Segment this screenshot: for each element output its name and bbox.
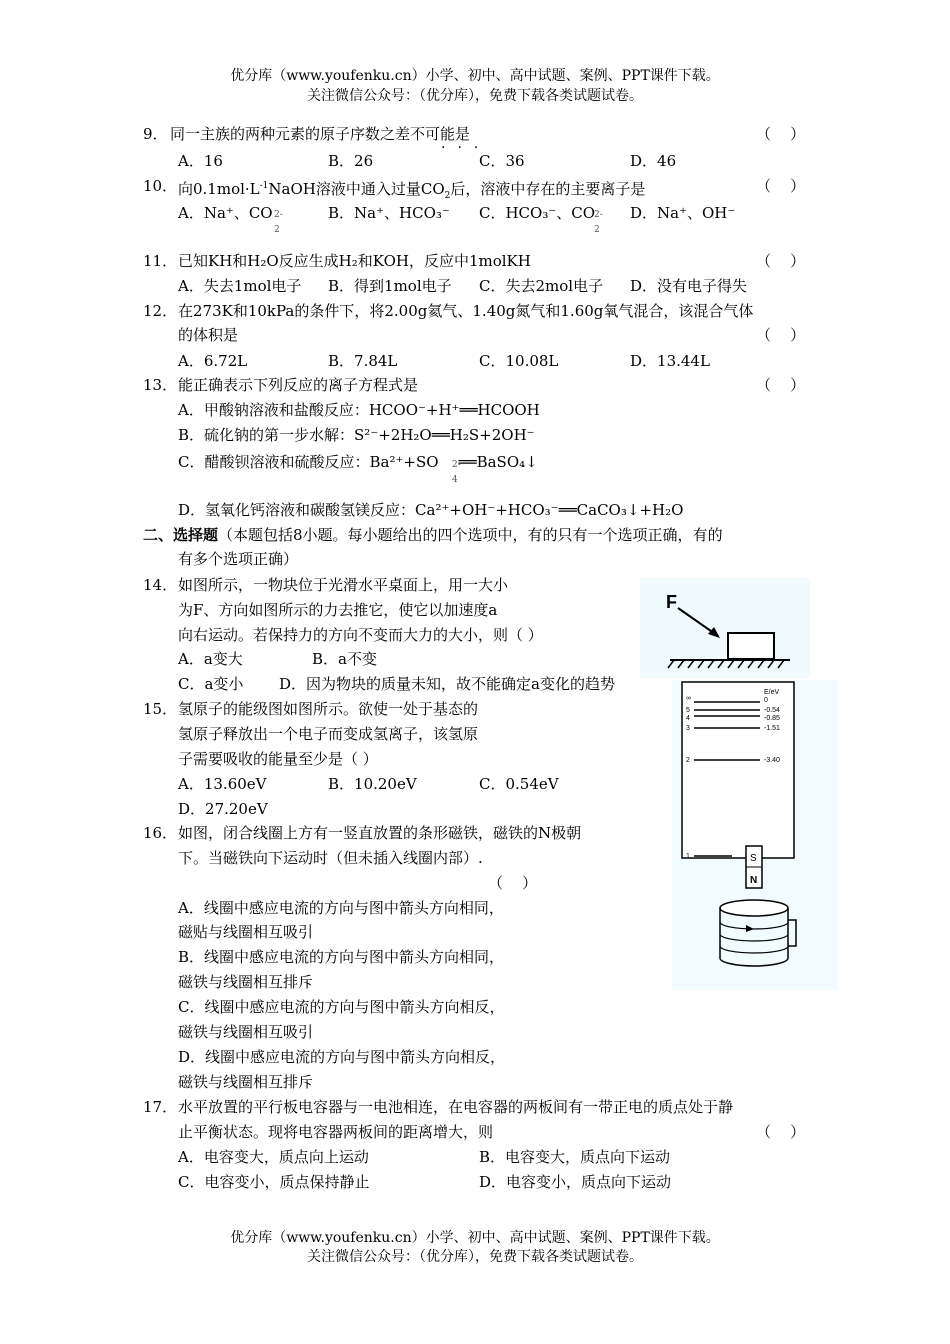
q12-text-2: 的体积是 xyxy=(178,326,239,344)
q12-option-a: A．6.72L xyxy=(178,352,248,370)
q16-option-d-2: 磁铁与线圈相互排斥 xyxy=(178,1073,314,1091)
q13-option-c: C．醋酸钡溶液和硫酸反应：Ba²⁺+SO ══BaSO₄↓ xyxy=(178,453,538,471)
q9-option-b: B．26 xyxy=(328,152,374,170)
q17-text-2: 止平衡状态。现将电容器两板间的距离增大，则 xyxy=(178,1123,494,1141)
q11-number: 11． xyxy=(143,252,178,270)
q13-text: 能正确表示下列反应的离子方程式是 xyxy=(178,376,419,394)
q11-option-c: C．失去2mol电子 xyxy=(479,277,604,295)
q11-option-d: D．没有电子得失 xyxy=(630,277,748,295)
q13-option-b: B．硫化钠的第一步水解：S²⁻+2H₂O══H₂S+2OH⁻ xyxy=(178,426,535,444)
q11-option-b: B．得到1mol电子 xyxy=(328,277,452,295)
q16-option-c-2: 磁铁与线圈相互吸引 xyxy=(178,1023,314,1041)
q17-option-b: B．电容变大，质点向下运动 xyxy=(479,1148,671,1166)
q17-answer-bracket: （ ） xyxy=(756,1123,806,1141)
energy-zero-label: 0 xyxy=(764,697,768,704)
n-label-inf: ∞ xyxy=(686,695,691,702)
q17-number: 17． xyxy=(143,1098,178,1116)
q16-text-1: 如图，闭合线圈上方有一竖直放置的条形磁铁，磁铁的N极朝 xyxy=(178,824,582,842)
q14-option-a: A．a变大 xyxy=(178,650,243,668)
q14-number: 14． xyxy=(143,576,178,594)
q12-option-d: D．13.44L xyxy=(630,352,710,370)
q14-text-2: 为F、方向如图所示的力去推它，使它以加速度a xyxy=(178,601,498,619)
q17-option-c: C．电容变小，质点保持静止 xyxy=(178,1173,370,1191)
q9-emphasis-dots: ··· xyxy=(441,140,491,156)
q12-option-b: B．7.84L xyxy=(328,352,398,370)
q9-option-a: A．16 xyxy=(178,152,223,170)
q9-number: 9． xyxy=(143,125,168,143)
q10-option-b: B．Na⁺、HCO₃⁻ xyxy=(328,204,450,222)
q10-answer-bracket: （ ） xyxy=(756,177,806,195)
q9-answer-bracket: （ ） xyxy=(756,125,806,143)
q14-text-1: 如图所示，一物块位于光滑水平桌面上，用一大小 xyxy=(178,576,509,594)
q13-option-c-subscript: 4 xyxy=(452,475,458,485)
q9-option-c: C．36 xyxy=(479,152,525,170)
q11-answer-bracket: （ ） xyxy=(756,252,806,270)
q13-answer-bracket: （ ） xyxy=(756,376,806,394)
q10-option-c: C．HCO₃⁻、CO xyxy=(479,204,596,222)
energy-unit-label: E/eV xyxy=(764,689,780,696)
q10-option-d: D．Na⁺、OH⁻ xyxy=(630,204,736,222)
q12-option-c: C．10.08L xyxy=(479,352,559,370)
q13-option-d: D．氢氧化钙溶液和碳酸氢镁反应：Ca²⁺+OH⁻+HCO₃⁻══CaCO₃↓+H₂O xyxy=(178,501,684,519)
q17-option-d: D．电容变小，质点向下运动 xyxy=(479,1173,672,1191)
header-line-1: 优分库（www.youfenku.cn）小学、初中、高中试题、案例、PPT课件下载。 xyxy=(230,68,720,84)
q15-option-d: D．27.20eV xyxy=(178,800,268,818)
q10-option-c-charge: 2- xyxy=(594,210,603,220)
q16-number: 16． xyxy=(143,824,178,842)
n-label-4: 4 xyxy=(686,715,690,722)
energy-5: -0.54 xyxy=(764,707,780,714)
energy-2: -3.40 xyxy=(764,757,780,764)
q10-option-a-charge: 2- xyxy=(274,210,283,220)
q14-option-c: C．a变小 xyxy=(178,675,244,693)
q15-option-c: C．0.54eV xyxy=(479,775,559,793)
energy-4: -0.85 xyxy=(764,715,780,722)
n-label-3: 3 xyxy=(686,725,690,732)
footer-line-2: 关注微信公众号：（优分库），免费下载各类试题试卷。 xyxy=(307,1249,643,1265)
n-label-2: 2 xyxy=(686,757,690,764)
q16-option-b-1: B．线圈中感应电流的方向与图中箭头方向相同， xyxy=(178,948,505,966)
q15-text-2: 氢原子释放出一个电子而变成氢离子，该氢原 xyxy=(178,725,479,743)
footer-line-1: 优分库（www.youfenku.cn）小学、初中、高中试题、案例、PPT课件下载。 xyxy=(230,1230,720,1246)
q14-option-b: B．a不变 xyxy=(312,650,377,668)
magnet-n-pole: N xyxy=(750,875,758,886)
section2-desc-2: 有多个选项正确） xyxy=(178,550,299,568)
q11-text: 已知KH和H₂O反应生成H₂和KOH，反应中1molKH xyxy=(178,252,531,270)
q9-text: 同一主族的两种元素的原子序数之差不可能是 xyxy=(170,125,471,143)
q15-q16-figure xyxy=(672,680,838,990)
energy-3: -1.51 xyxy=(764,725,780,732)
force-label: F xyxy=(666,592,677,612)
q16-text-2: 下。当磁铁向下运动时（但未插入线圈内部）. xyxy=(178,849,483,867)
q10-text: 向$0.1mol\cdot L^{-1}NaOH$溶液中通入过量$CO_2$后，溶液中存在的主要离子是 xyxy=(178,180,646,201)
q14-text-3: 向右运动。若保持力的方向不变而大力的大小，则（ ） xyxy=(178,626,543,644)
q11-option-a: A．失去1mol电子 xyxy=(178,277,302,295)
q13-number: 13． xyxy=(143,376,178,394)
q15-number: 15． xyxy=(143,700,178,718)
n-label-1: 1 xyxy=(686,853,690,860)
q16-option-a-2: 磁贴与线圈相互吸引 xyxy=(178,923,314,941)
header-line-2: 关注微信公众号：（优分库），免费下载各类试题试卷。 xyxy=(307,88,643,104)
q15-text-1: 氢原子的能级图如图所示。欲使一处于基态的 xyxy=(178,700,479,718)
n-label-5: 5 xyxy=(686,707,690,714)
section2-heading: 二、选择题（本题包括8小题。每小题给出的四个选项中，有的只有一个选项正确，有的 xyxy=(143,526,723,544)
q15-option-a: A．13.60eV xyxy=(178,775,267,793)
block xyxy=(728,633,774,659)
q16-option-b-2: 磁铁与线圈相互排斥 xyxy=(178,973,314,991)
q16-answer-bracket: （ ） xyxy=(488,874,538,892)
q10-number: 10． xyxy=(143,177,178,195)
q12-text-1: 在273K和10kPa的条件下，将2.00g氦气、1.40g氮气和1.60g氧气混合，该混合气体 xyxy=(178,302,754,320)
q10-option-c-subscript: 2 xyxy=(594,225,600,235)
q9-option-d: D．46 xyxy=(630,152,677,170)
q13-option-a: A．甲酸钠溶液和盐酸反应：HCOO⁻+H⁺══HCOOH xyxy=(178,401,540,419)
q17-text-1: 水平放置的平行板电容器与一电池相连，在电容器的两板间有一带正电的质点处于静 xyxy=(178,1098,734,1116)
q16-option-c-1: C．线圈中感应电流的方向与图中箭头方向相反， xyxy=(178,998,505,1016)
magnet-s-pole: S xyxy=(750,853,757,864)
q12-answer-bracket: （ ） xyxy=(756,326,806,344)
q14-option-d: D．因为物块的质量未知，故不能确定a变化的趋势 xyxy=(279,675,615,693)
q14-force-figure xyxy=(640,578,810,678)
q12-number: 12． xyxy=(143,302,178,320)
q10-option-a-subscript: 2 xyxy=(274,225,280,235)
q17-option-a: A．电容变大，质点向上运动 xyxy=(178,1148,369,1166)
q16-option-d-1: D．线圈中感应电流的方向与图中箭头方向相反， xyxy=(178,1048,506,1066)
q15-text-3: 子需要吸收的能量至少是（ ） xyxy=(178,750,378,768)
q16-option-a-1: A．线圈中感应电流的方向与图中箭头方向相同， xyxy=(178,899,504,917)
q10-option-a: A．Na⁺、CO xyxy=(178,204,273,222)
q15-option-b: B．10.20eV xyxy=(328,775,417,793)
q13-option-c-charge: 2- xyxy=(452,460,461,470)
coil-top xyxy=(720,900,788,916)
